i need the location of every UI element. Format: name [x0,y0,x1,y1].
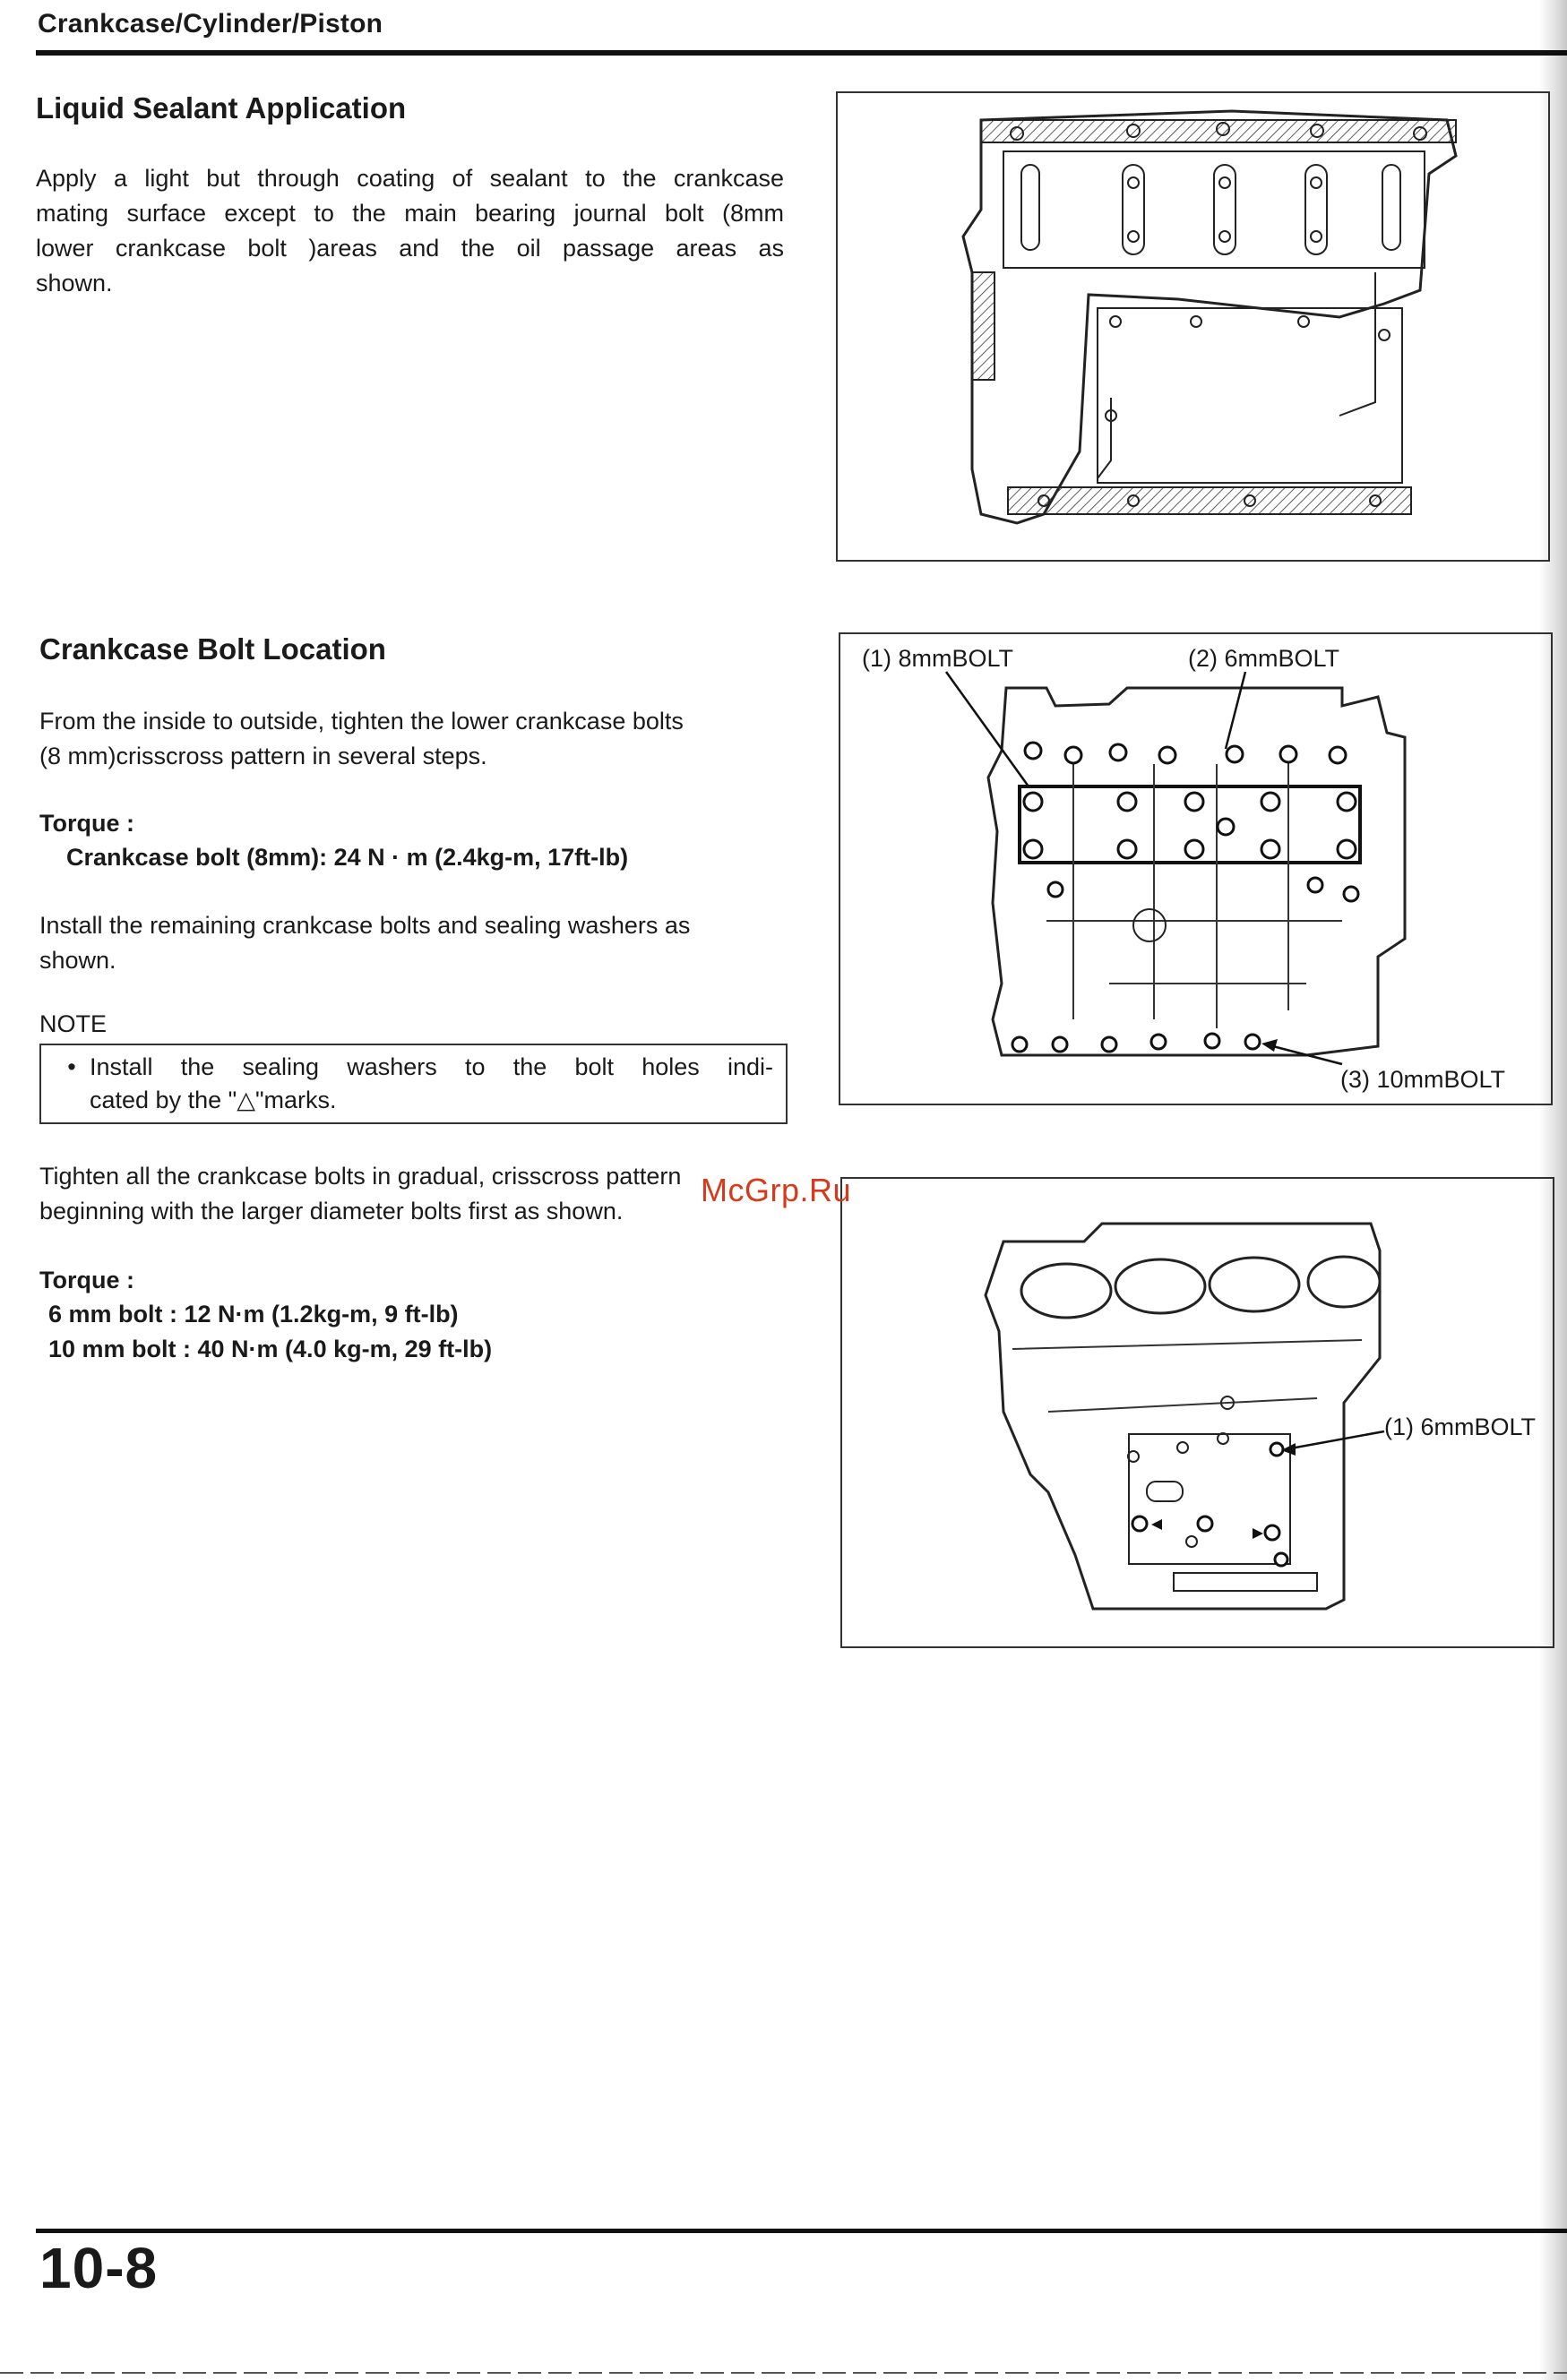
tighten-text [39,1159,788,1229]
torque2-line-1: 6 mm bolt : 12 N·m (1.2kg-m, 9 ft-lb) [48,1301,459,1327]
sealant-line-3: lower crankcase bolt )areas and the oil passage areas as [36,235,784,262]
note-bullet: • [67,1053,76,1080]
bolt-intro [39,704,788,774]
torque-value-1: Crankcase bolt (8mm): 24 N · m (2.4kg-m, 17ft-lb) [66,844,629,871]
torque-label-2: Torque : [39,1267,134,1293]
bolt-location-drawing [840,634,1551,1104]
note-row-1 [54,1051,773,1084]
note-line-2: cated by the "△"marks. [90,1087,337,1113]
figure-sealant-diagram [836,91,1550,562]
tighten-line-2: beginning with the larger diameter bolts first as shown. [39,1198,624,1224]
bolt-intro-line-1: From the inside to outside, tighten the lower crankcase bolts [39,708,684,735]
cylinder-block-drawing [842,1179,1553,1646]
header-rule [36,50,1567,56]
tighten-line-1: Tighten all the crankcase bolts in gradual, crisscross pattern [39,1163,682,1190]
callout-6mm-bolt: (2) 6mmBOLT [1188,645,1340,672]
sealant-body [36,161,784,301]
crankcase-sealant-drawing [838,93,1548,560]
sealant-line-2: mating surface except to the main bearing journal bolt (8mm [36,200,784,227]
bottom-scan-edge [0,2372,1567,2374]
sealant-line-1: Apply a light but through coating of sealant to the crankcase [36,165,784,192]
note-box [39,1044,788,1124]
footer-rule [36,2229,1567,2233]
page-edge-shadow [1539,0,1567,2380]
note-line-1: Install the sealing washers to the bolt holes indi- [90,1053,773,1080]
bolt-intro-line-2: (8 mm)crisscross pattern in several steps. [39,743,487,769]
figure-crankcase-6mm-bolt [840,1177,1554,1648]
torque2-line-2: 10 mm bolt : 40 N·m (4.0 kg-m, 29 ft-lb) [48,1336,493,1362]
sealant-line-4: shown. [36,270,113,296]
figure-bolt-location [839,632,1553,1105]
torque-label-1: Torque : [39,810,134,837]
callout-10mm-bolt: (3) 10mmBOLT [1340,1066,1506,1093]
callout-8mm-bolt: (1) 8mmBOLT [862,645,1014,672]
install-line-1: Install the remaining crankcase bolts and sealing washers as [39,912,691,939]
watermark-text: McGrp.Ru [701,1172,852,1208]
bolt-location-heading: Crankcase Bolt Location [39,632,386,666]
note-label: NOTE [39,1010,108,1037]
sealant-heading: Liquid Sealant Application [36,91,407,125]
page-header-title: Crankcase/Cylinder/Piston [38,9,383,39]
install-text [39,908,788,978]
callout-6mm-bolt-fig3: (1) 6mmBOLT [1384,1413,1537,1440]
install-line-2: shown. [39,947,116,974]
page-number: 10-8 [39,2236,159,2300]
torque2-list [48,1297,492,1367]
note-row-2 [54,1084,773,1117]
